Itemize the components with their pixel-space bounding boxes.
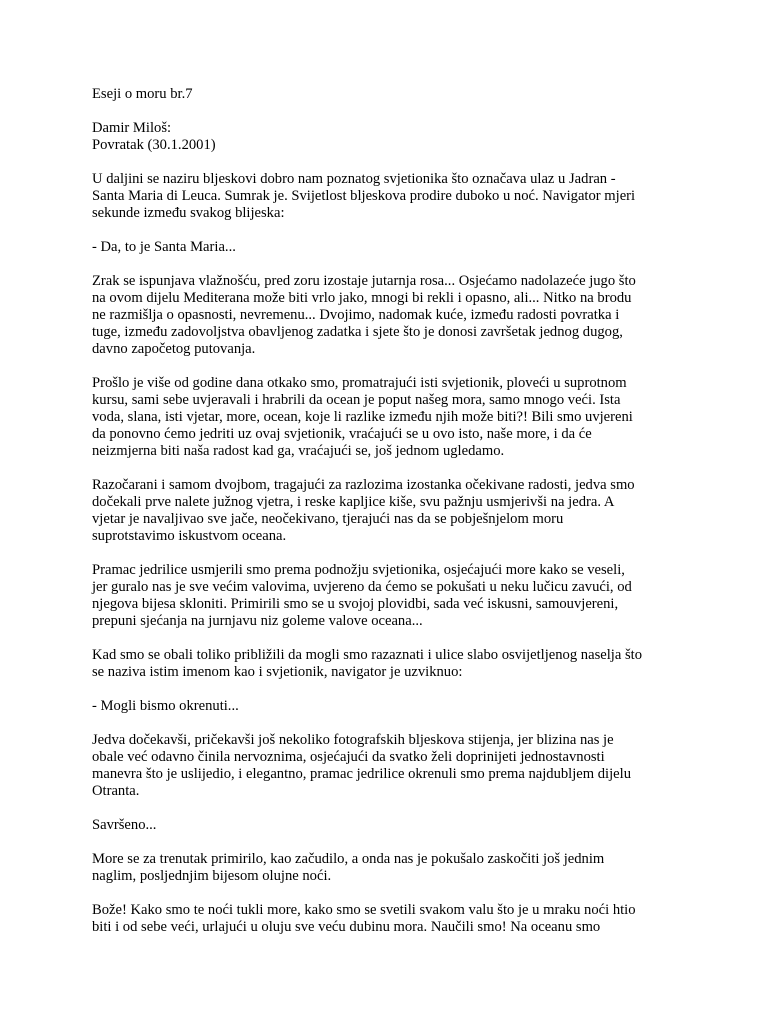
text-line: sekunde između svakog blijeska:	[92, 205, 285, 221]
text-line: kursu, sami sebe uvjeravali i hrabrili da ocean je poput našeg mora, samo mnogo veći. Ista	[92, 392, 621, 408]
paragraph	[92, 239, 692, 256]
text-line: vjetar je navaljivao sve jače, neočekivano, tjerajući nas da se pobješnjelom moru	[92, 511, 564, 527]
text-line: davno započetog putovanja.	[92, 341, 256, 357]
text-line: Santa Maria di Leuca. Sumrak je. Svijetlost bljeskova prodire duboko u noć. Navigator mjeri	[92, 188, 636, 204]
text-line: naglim, posljednjim bijesom olujne noći.	[92, 868, 332, 884]
text-line: Zrak se ispunjava vlažnošću, pred zoru izostaje jutarnja rosa... Osjećamo nadolazeće jugo što	[92, 273, 636, 289]
text-line: na ovom dijelu Mediterana može biti vrlo jako, mnogi bi rekli i opasno, ali... Nitko na brodu	[92, 290, 632, 306]
text-line: suprotstavimo iskustvom oceana.	[92, 528, 287, 544]
paragraph	[92, 171, 692, 222]
essay-body	[92, 171, 692, 936]
paragraph	[92, 647, 692, 681]
paragraph	[92, 902, 692, 936]
text-line: Pramac jedrilice usmjerili smo prema podnožju svjetionika, osjećajući more kako se veseli,	[92, 562, 625, 578]
paragraph	[92, 477, 692, 545]
text-line: se naziva istim imenom kao i svjetionik, navigator je uzviknuo:	[92, 664, 463, 680]
text-line: prepuni sjećanja na jurnjavu niz goleme valove oceana...	[92, 613, 423, 629]
text-line: More se za trenutak primirilo, kao začudilo, a onda nas je pokušalo zaskočiti još jednim	[92, 851, 605, 867]
author-name: Damir Miloš:	[92, 120, 172, 136]
text-line: Savršeno...	[92, 817, 157, 833]
paragraph	[92, 698, 692, 715]
text-line: obale već odavno činila nervoznima, osjećajući da svatko želi doprinijeti jednostavnosti	[92, 749, 605, 765]
paragraph	[92, 732, 692, 800]
text-line: tuge, između zadovoljstva obavljenog zadatka i sjete što je donosi završetak jednog dugog,	[92, 324, 623, 340]
text-line: da ponovno ćemo jedriti uz ovaj svjetionik, vraćajući se u ovo isto, naše more, i da će	[92, 426, 592, 442]
text-line: Prošlo je više od godine dana otkako smo, promatrajući isti svjetionik, ploveći u suprotnom	[92, 375, 627, 391]
text-line: Otranta.	[92, 783, 140, 799]
essay-title: Povratak (30.1.2001)	[92, 137, 216, 153]
text-line: Jedva dočekavši, pričekavši još nekoliko fotografskih bljeskova stijenja, jer blizina nas je	[92, 732, 614, 748]
author-block	[92, 120, 692, 154]
text-line: U daljini se naziru bljeskovi dobro nam poznatog svjetionika što označava ulaz u Jadran -	[92, 171, 616, 187]
document-page	[92, 86, 692, 953]
paragraph	[92, 273, 692, 358]
text-line: neizmjerna biti naša radost kad ga, vraćajući se, još jednom ugledamo.	[92, 443, 505, 459]
series-title: Eseji o moru br.7	[92, 86, 193, 102]
text-line: voda, slana, isti vjetar, more, ocean, koje li razlike između njih može biti?! Bili smo uvjereni	[92, 409, 633, 425]
paragraph	[92, 851, 692, 885]
text-line: - Mogli bismo okrenuti...	[92, 698, 239, 714]
text-line: ne razmišlja o opasnosti, nevremenu... Dvojimo, nadomak kuće, između radosti povratka i	[92, 307, 620, 323]
text-line: Kad smo se obali toliko približili da mogli smo razaznati i ulice slabo osvijetljenog naselja što	[92, 647, 642, 663]
text-line: manevra što je uslijedio, i elegantno, pramac jedrilice okrenuli smo prema najdubljem dijelu	[92, 766, 631, 782]
paragraph	[92, 562, 692, 630]
text-line: biti i od sebe veći, urlajući u oluju sve veću dubinu mora. Naučili smo! Na oceanu smo	[92, 919, 601, 935]
text-line: - Da, to je Santa Maria...	[92, 239, 236, 255]
text-line: Razočarani i samom dvojbom, tragajući za razlozima izostanka očekivane radosti, jedva smo	[92, 477, 635, 493]
text-line: Bože! Kako smo te noći tukli more, kako smo se svetili svakom valu što je u mraku noći htio	[92, 902, 636, 918]
paragraph	[92, 817, 692, 834]
text-line: jer guralo nas je sve većim valovima, uvjereno da ćemo se pokušati u neku lučicu zavući, od	[92, 579, 632, 595]
text-line: dočekali prve nalete južnog vjetra, i reske kapljice kiše, svu pažnju usmjerivši na jedra. A	[92, 494, 615, 510]
paragraph	[92, 375, 692, 460]
text-line: njegova bijesa skloniti. Primirili smo se u svojoj plovidbi, sada već iskusni, samouvjereni,	[92, 596, 619, 612]
